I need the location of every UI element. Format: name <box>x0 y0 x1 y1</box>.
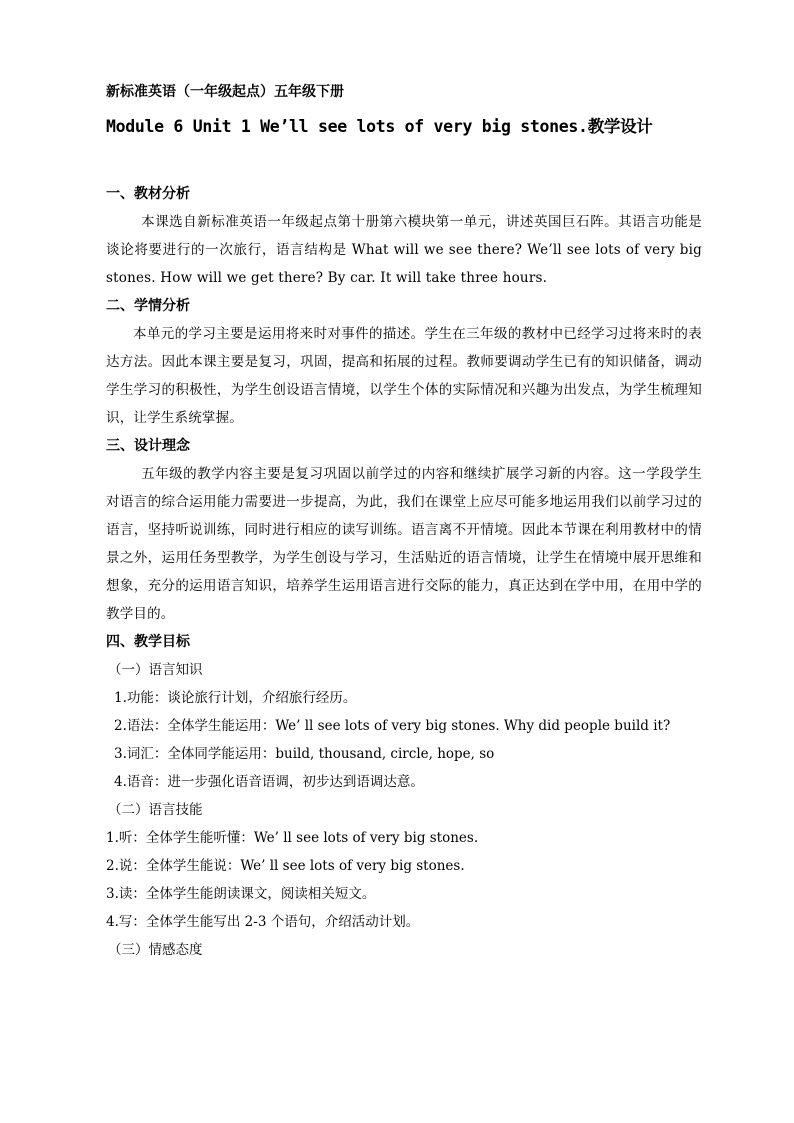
section-heading-student-analysis: 二、学情分析 <box>106 298 190 314</box>
list-item-label: 2.语法： <box>114 718 168 734</box>
list-item-text: 全体学生能说：We’ ll see lots of very big stones. <box>145 858 465 874</box>
list-item <box>106 768 702 796</box>
list-item <box>106 740 702 768</box>
list-item <box>106 712 702 740</box>
section-heading-textbook-analysis: 一、教材分析 <box>106 186 190 202</box>
list-item-label: 2.说： <box>106 858 146 874</box>
list-item-label: 4.写： <box>106 914 146 930</box>
list-item-text: 全体学生能写出 2-3 个语句，介绍活动计划。 <box>145 914 420 930</box>
list-item-label: 3.词汇： <box>114 746 168 762</box>
list-item <box>106 908 702 936</box>
list-item-text: 全体学生能朗读课文，阅读相关短文。 <box>145 886 376 902</box>
list-item-label: 3.读： <box>106 886 146 902</box>
list-item <box>106 880 702 908</box>
list-item-label: 4.语音： <box>114 774 168 790</box>
subsection-language-knowledge: （一）语言知识 <box>108 662 203 678</box>
document-page <box>106 78 702 964</box>
list-item-text: 进一步强化语音语调，初步达到语调达意。 <box>167 774 424 790</box>
list-item <box>106 824 702 852</box>
section-para-design-concept: 五年级的教学内容主要是复习巩固以前学过的内容和继续扩展学习新的内容。这一学段学生对语言的综合运用能力需要进一步提高，为此，我们在课堂上应尽可能多地运用我们以前学习过的语言，坚持听说训练，同时进行相应的读写训练。语言离不开情境。因此本节课在利用教材中的情景之外，运用任务型教学，为学生创设与学习，生活贴近的语言情境，让学生在情境中展开思维和想象，充分的运用语言知识，培养学生运用语言进行交际的能力，真正达到在学中用，在用中学的教学目的。 <box>106 466 702 622</box>
list-item-label: 1.听： <box>106 830 146 846</box>
list-item-text: 全体学生能听懂：We’ ll see lots of very big stones. <box>145 830 479 846</box>
subsection-emotional-attitude: （三）情感态度 <box>108 942 203 958</box>
section-heading-teaching-goals: 四、教学目标 <box>106 634 190 650</box>
document-subtitle: 新标准英语（一年级起点）五年级下册 <box>106 84 344 100</box>
list-item <box>106 684 702 712</box>
document-title: Module 6 Unit 1 We’ll see lots of very big stones.教学设计 <box>106 117 653 136</box>
section-para-student-analysis: 本单元的学习主要是运用将来时对事件的描述。学生在三年级的教材中已经学习过将来时的表达方法。因此本课主要是复习，巩固，提高和拓展的过程。教师要调动学生已有的知识储备，调动学生学习的积极性，为学生创设语言情境，以学生个体的实际情况和兴趣为出发点，为学生梳理知识，让学生系统掌握。 <box>106 326 702 426</box>
title-spacer <box>106 142 702 180</box>
section-para-textbook-analysis: 本课选自新标准英语一年级起点第十册第六模块第一单元，讲述英国巨石阵。其语言功能是谈论将要进行的一次旅行，语言结构是 What will we see there? We’ll see lots of very big stones. How will we get there? By car. It will take three hours. <box>106 214 702 286</box>
list-item-label: 1.功能： <box>114 690 168 706</box>
language-skills-list <box>106 824 702 936</box>
list-item-text: 谈论旅行计划，介绍旅行经历。 <box>167 690 357 706</box>
language-knowledge-list <box>106 684 702 796</box>
list-item-text: 全体学生能运用：We’ ll see lots of very big stones. Why did people build it? <box>167 718 671 734</box>
list-item-text: 全体同学能运用：build, thousand, circle, hope, so <box>167 746 495 762</box>
section-heading-design-concept: 三、设计理念 <box>106 438 190 454</box>
subsection-language-skills: （二）语言技能 <box>108 802 203 818</box>
list-item <box>106 852 702 880</box>
